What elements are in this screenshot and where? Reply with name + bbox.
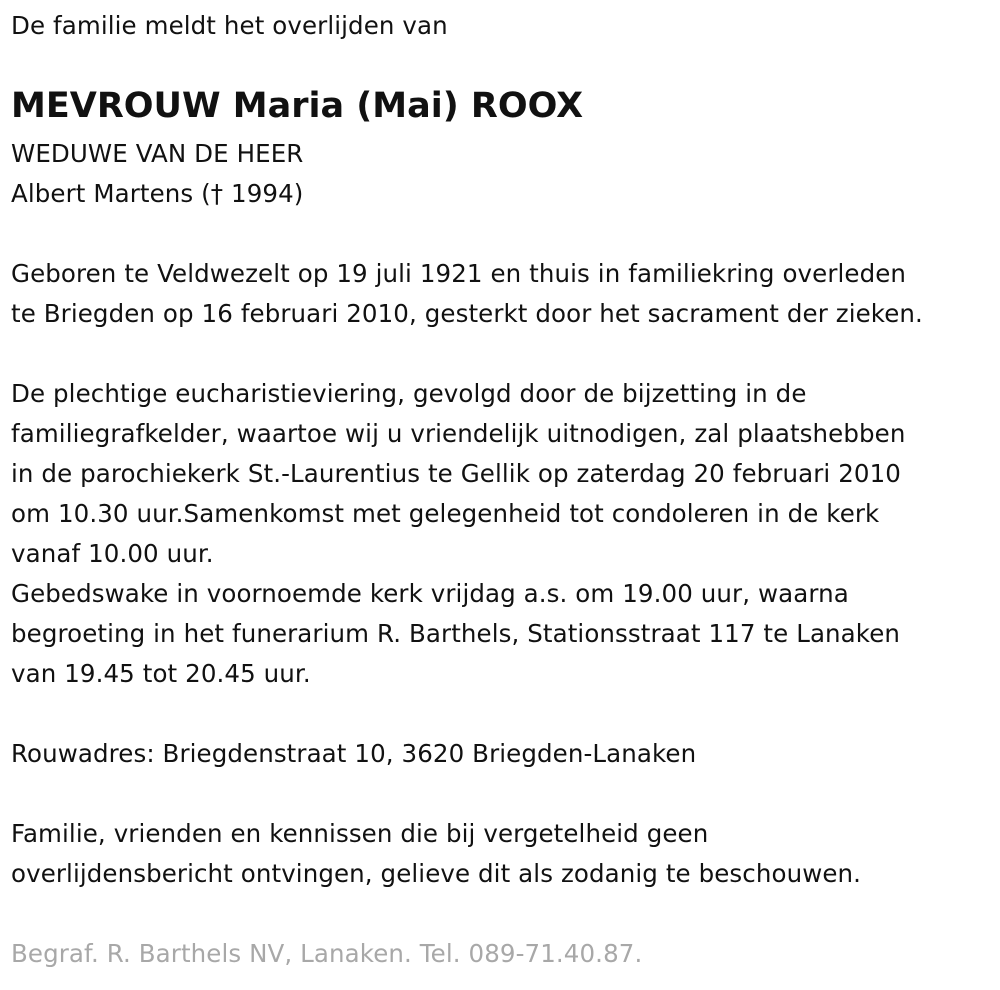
address-line: Rouwadres: Briegdenstraat 10, 3620 Briegden-Lanaken xyxy=(11,739,697,768)
ceremony-paragraph xyxy=(11,374,905,694)
paragraph-line: begroeting in het funerarium R. Barthels, Stationsstraat 117 te Lanaken xyxy=(11,619,901,648)
widow-of-block xyxy=(11,134,303,214)
paragraph-line: van 19.45 tot 20.45 uur. xyxy=(11,659,311,688)
husband-name: Albert Martens († 1994) xyxy=(11,179,304,208)
intro-text: De familie meldt het overlijden van xyxy=(11,11,448,40)
paragraph-line: De plechtige eucharistieviering, gevolgd door de bijzetting in de xyxy=(11,379,807,408)
widow-title: WEDUWE VAN DE HEER xyxy=(11,139,304,168)
paragraph-line: om 10.30 uur.Samenkomst met gelegenheid tot condoleren in de kerk xyxy=(11,499,880,528)
paragraph-line: Familie, vrienden en kennissen die bij vergetelheid geen xyxy=(11,819,709,848)
funeral-home-footer: Begraf. R. Barthels NV, Lanaken. Tel. 089-71.40.87. xyxy=(11,939,643,968)
family-note-paragraph xyxy=(11,814,861,894)
paragraph-line: vanaf 10.00 uur. xyxy=(11,539,214,568)
paragraph-line: Gebedswake in voornoemde kerk vrijdag a.s. om 19.00 uur, waarna xyxy=(11,579,849,608)
paragraph-line: familiegrafkelder, waartoe wij u vriendelijk uitnodigen, zal plaatshebben xyxy=(11,419,906,448)
birth-death-paragraph xyxy=(11,254,923,334)
paragraph-line: te Briegden op 16 februari 2010, gesterkt door het sacrament der zieken. xyxy=(11,299,923,328)
paragraph-line: overlijdensbericht ontvingen, gelieve dit als zodanig te beschouwen. xyxy=(11,859,862,888)
deceased-name: MEVROUW Maria (Mai) ROOX xyxy=(11,86,584,126)
paragraph-line: Geboren te Veldwezelt op 19 juli 1921 en thuis in familiekring overleden xyxy=(11,259,907,288)
paragraph-line: in de parochiekerk St.-Laurentius te Gellik op zaterdag 20 februari 2010 xyxy=(11,459,901,488)
mourning-address xyxy=(11,734,696,774)
